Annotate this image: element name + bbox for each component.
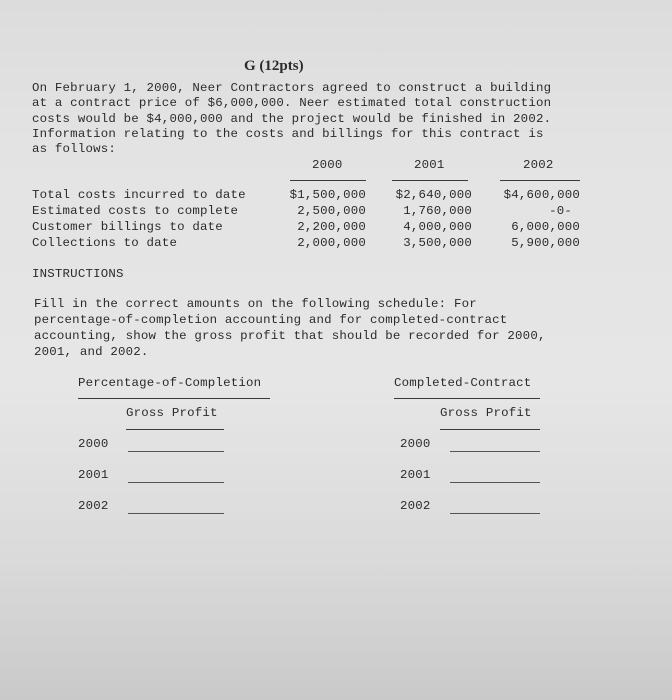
poc-heading-underline <box>78 398 270 399</box>
instructions-line: Fill in the correct amounts on the following schedule: For <box>34 297 477 311</box>
cell-value: $2,640,000 <box>395 188 472 202</box>
row-label: Total costs incurred to date <box>32 188 246 202</box>
year-header-2001: 2001 <box>414 158 445 172</box>
cc-2000-answer-blank[interactable] <box>450 451 540 452</box>
header-underline <box>392 180 468 181</box>
poc-2001-answer-blank[interactable] <box>128 482 224 483</box>
cell-value: $4,600,000 <box>503 188 580 202</box>
cc-year-2001: 2001 <box>400 468 431 482</box>
poc-2002-answer-blank[interactable] <box>128 513 224 514</box>
cell-value: 6,000,000 <box>511 220 580 234</box>
intro-line: as follows: <box>32 142 116 156</box>
poc-year-2002: 2002 <box>78 499 109 513</box>
year-header-2002: 2002 <box>523 158 554 172</box>
instructions-line: percentage-of-completion accounting and for completed-contract <box>34 313 508 327</box>
cell-value: 5,900,000 <box>511 236 580 250</box>
header-underline <box>290 180 366 181</box>
cc-year-2002: 2002 <box>400 499 431 513</box>
row-label: Collections to date <box>32 236 178 250</box>
problem-title: G (12pts) <box>244 58 304 74</box>
intro-line: costs would be $4,000,000 and the project would be finished in 2002. <box>32 112 552 126</box>
intro-line: On February 1, 2000, Neer Contractors agreed to construct a building <box>32 81 552 95</box>
poc-column-underline <box>126 429 224 430</box>
cc-2001-answer-blank[interactable] <box>450 482 540 483</box>
poc-2000-answer-blank[interactable] <box>128 451 224 452</box>
cc-heading: Completed-Contract <box>394 376 532 390</box>
year-header-2000: 2000 <box>312 158 343 172</box>
cc-year-2000: 2000 <box>400 437 431 451</box>
poc-gross-profit-label: Gross Profit <box>126 406 218 420</box>
poc-year-2001: 2001 <box>78 468 109 482</box>
cell-value: 3,500,000 <box>403 236 472 250</box>
instructions-heading: INSTRUCTIONS <box>32 267 124 281</box>
cell-value: 2,500,000 <box>297 204 366 218</box>
poc-heading: Percentage-of-Completion <box>78 376 262 390</box>
instructions-line: accounting, show the gross profit that should be recorded for 2000, <box>34 329 546 343</box>
intro-line: Information relating to the costs and billings for this contract is <box>32 127 544 141</box>
cell-value: 2,000,000 <box>297 236 366 250</box>
row-label: Customer billings to date <box>32 220 223 234</box>
intro-line: at a contract price of $6,000,000. Neer estimated total construction <box>32 96 552 110</box>
cc-gross-profit-label: Gross Profit <box>440 406 532 420</box>
poc-year-2000: 2000 <box>78 437 109 451</box>
cell-value: -0- <box>549 204 572 218</box>
row-label: Estimated costs to complete <box>32 204 239 218</box>
cell-value: 2,200,000 <box>297 220 366 234</box>
cc-heading-underline <box>394 398 540 399</box>
cc-2002-answer-blank[interactable] <box>450 513 540 514</box>
cell-value: 1,760,000 <box>403 204 472 218</box>
cc-column-underline <box>440 429 540 430</box>
cell-value: 4,000,000 <box>403 220 472 234</box>
instructions-line: 2001, and 2002. <box>34 345 149 359</box>
cell-value: $1,500,000 <box>289 188 366 202</box>
header-underline <box>500 180 580 181</box>
